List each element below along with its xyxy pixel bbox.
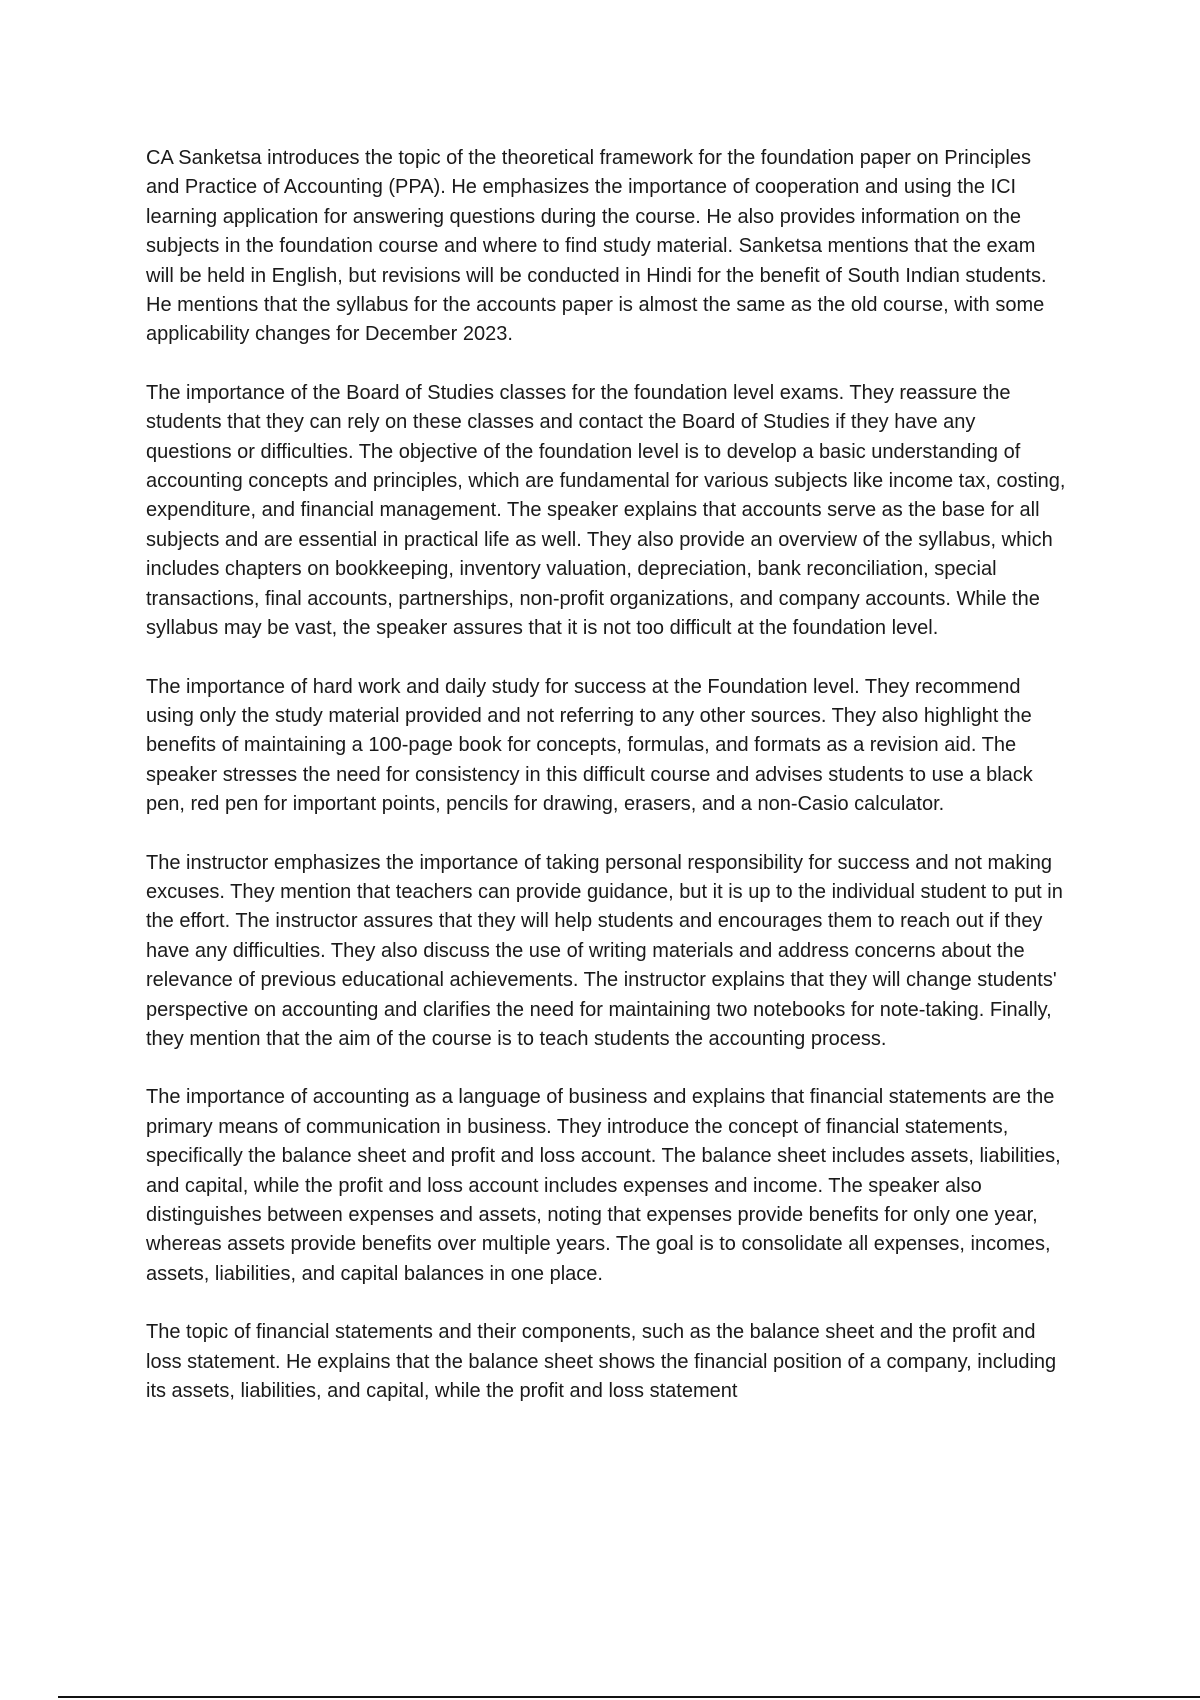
paragraph-6: The topic of financial statements and their components, such as the balance sheet and the profit and loss statement. He explains that the balance sheet shows the financial position of a company, including its assets, liabilities, and capital, while the profit and loss statement: [146, 1321, 1057, 1403]
document-body: [146, 144, 1066, 1435]
paragraph-1: CA Sanketsa introduces the topic of the theoretical framework for the foundation paper on Principles and Practice of Accounting (PPA). He emphasizes the importance of cooperation and using the ICI learning application for answering questions during the course. He also provides information on the subjects in the foundation course and where to find study material. Sanketsa mentions that the exam will be held in English, but revisions will be conducted in Hindi for the benefit of South Indian students. He mentions that the syllabus for the accounts paper is almost the same as the old course, with some applicability changes for December 2023.: [146, 147, 1047, 346]
paragraph-4: The instructor emphasizes the importance of taking personal responsibility for success and not making excuses. They mention that teachers can provide guidance, but it is up to the individual student to put in the effort. The instructor assures that they will help students and encourages them to reach out if they have any difficulties. They also discuss the use of writing materials and address concerns about the relevance of previous educational achievements. The instructor explains that they will change students' perspective on accounting and clarifies the need for maintaining two notebooks for note-taking. Finally, they mention that the aim of the course is to teach students the accounting process.: [146, 851, 1063, 1050]
page-bottom-rule: [58, 1696, 1200, 1698]
paragraph-5: The importance of accounting as a language of business and explains that financial statements are the primary means of communication in business. They introduce the concept of financial statements, specifically the balance sheet and profit and loss account. The balance sheet includes assets, liabilities, and capital, while the profit and loss account includes expenses and income. The speaker also distinguishes between expenses and assets, noting that expenses provide benefits for only one year, whereas assets provide benefits over multiple years. The goal is to consolidate all expenses, incomes, assets, liabilities, and capital balances in one place.: [146, 1086, 1061, 1285]
paragraph-3: The importance of hard work and daily study for success at the Foundation level. They recommend using only the study material provided and not referring to any other sources. They also highlight the benefits of maintaining a 100-page book for concepts, formulas, and formats as a revision aid. The speaker stresses the need for consistency in this difficult course and advises students to use a black pen, red pen for important points, pencils for drawing, erasers, and a non-Casio calculator.: [146, 675, 1033, 816]
paragraph-2: The importance of the Board of Studies classes for the foundation level exams. They reassure the students that they can rely on these classes and contact the Board of Studies if they have any questions or difficulties. The objective of the foundation level is to develop a basic understanding of accounting concepts and principles, which are fundamental for various subjects like income tax, costing, expenditure, and financial management. The speaker explains that accounts serve as the base for all subjects and are essential in practical life as well. They also provide an overview of the syllabus, which includes chapters on bookkeeping, inventory valuation, depreciation, bank reconciliation, special transactions, final accounts, partnerships, non-profit organizations, and company accounts. While the syllabus may be vast, the speaker assures that it is not too difficult at the foundation level.: [146, 381, 1066, 640]
